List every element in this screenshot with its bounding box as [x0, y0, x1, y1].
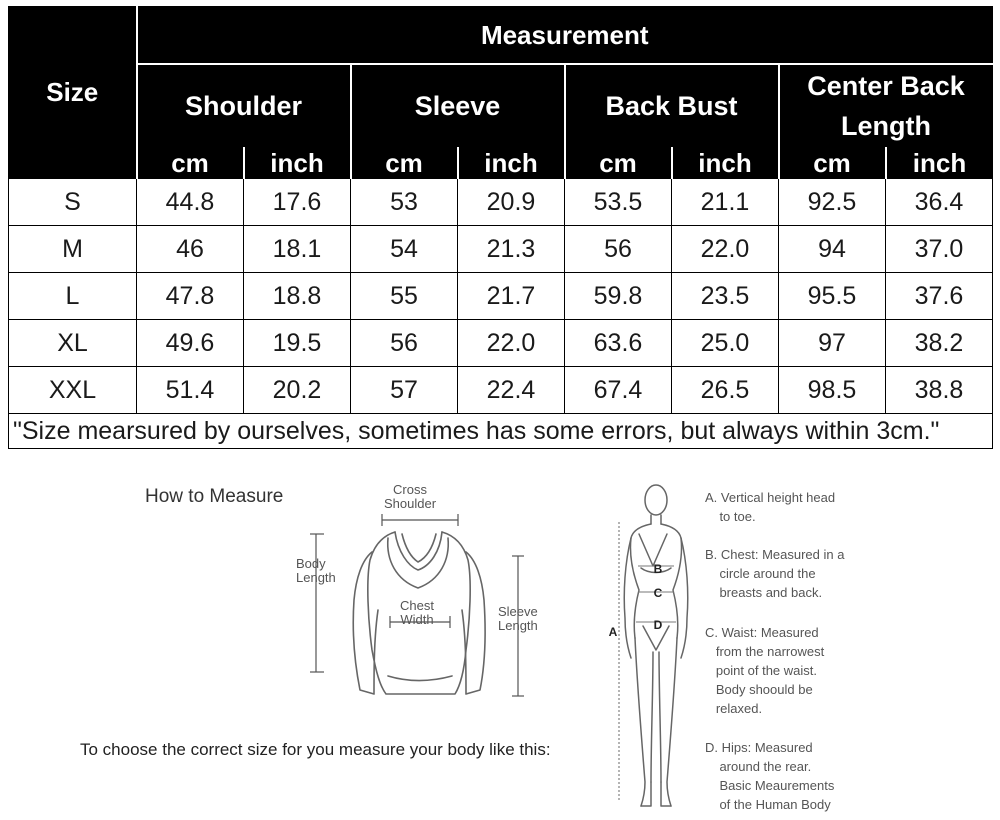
how-to-measure-title: How to Measure: [145, 486, 284, 507]
legend-a: [705, 488, 835, 526]
legend-c: [705, 623, 824, 718]
value-cell: 20.9: [458, 179, 565, 226]
value-cell: 94: [779, 226, 886, 273]
value-cell: 22.0: [458, 320, 565, 367]
value-cell: 21.7: [458, 273, 565, 320]
value-cell: 53.5: [565, 179, 672, 226]
legend-b-text: B. Chest: Measured in a circle around the breasts and back.: [705, 547, 845, 600]
legend-a-text: A. Vertical height head to toe.: [705, 490, 836, 524]
value-cell: 17.6: [244, 179, 351, 226]
value-cell: 20.2: [244, 367, 351, 414]
value-cell: 63.6: [565, 320, 672, 367]
header-unit-inch: inch: [458, 148, 565, 179]
measurement-note: "Size mearsured by ourselves, sometimes has some errors, but always within 3cm.": [9, 414, 993, 449]
size-cell: XXL: [9, 367, 137, 414]
header-shoulder: Shoulder: [137, 64, 351, 148]
value-cell: 26.5: [672, 367, 779, 414]
marker-b: B: [653, 562, 663, 576]
sleeve-length-label: Sleeve Length: [498, 604, 538, 633]
header-size: Size: [9, 7, 137, 179]
value-cell: 25.0: [672, 320, 779, 367]
value-cell: 67.4: [565, 367, 672, 414]
value-cell: 95.5: [779, 273, 886, 320]
value-cell: 22.0: [672, 226, 779, 273]
body-figure-illustration: [605, 482, 705, 812]
value-cell: 38.2: [886, 320, 993, 367]
size-cell: L: [9, 273, 137, 320]
body-length-label: Body Length: [296, 556, 336, 585]
size-cell: XL: [9, 320, 137, 367]
value-cell: 46: [137, 226, 244, 273]
header-sleeve: Sleeve: [351, 64, 565, 148]
value-cell: 23.5: [672, 273, 779, 320]
size-chart-table: [8, 6, 993, 449]
value-cell: 49.6: [137, 320, 244, 367]
size-cell: M: [9, 226, 137, 273]
choose-size-note: To choose the correct size for you measure your body like this:: [80, 740, 551, 759]
legend-c-text: C. Waist: Measured from the narrowest point of the waist. Body shoould be relaxed.: [705, 625, 825, 716]
value-cell: 92.5: [779, 179, 886, 226]
table-row: [9, 320, 993, 367]
value-cell: 53: [351, 179, 458, 226]
value-cell: 51.4: [137, 367, 244, 414]
value-cell: 38.8: [886, 367, 993, 414]
value-cell: 21.3: [458, 226, 565, 273]
header-unit-inch: inch: [886, 148, 993, 179]
header-center-back-length: Center Back Length: [779, 64, 993, 148]
value-cell: 21.1: [672, 179, 779, 226]
marker-c: C: [653, 586, 663, 600]
header-unit-inch: inch: [244, 148, 351, 179]
header-unit-inch: inch: [672, 148, 779, 179]
value-cell: 47.8: [137, 273, 244, 320]
value-cell: 56: [351, 320, 458, 367]
value-cell: 37.6: [886, 273, 993, 320]
value-cell: 54: [351, 226, 458, 273]
value-cell: 55: [351, 273, 458, 320]
value-cell: 56: [565, 226, 672, 273]
table-row: [9, 179, 993, 226]
value-cell: 59.8: [565, 273, 672, 320]
value-cell: 97: [779, 320, 886, 367]
value-cell: 22.4: [458, 367, 565, 414]
value-cell: 44.8: [137, 179, 244, 226]
table-row: [9, 226, 993, 273]
value-cell: 18.8: [244, 273, 351, 320]
cross-shoulder-label: Cross Shoulder: [384, 482, 437, 511]
header-unit-cm: cm: [351, 148, 458, 179]
value-cell: 57: [351, 367, 458, 414]
value-cell: 18.1: [244, 226, 351, 273]
value-cell: 98.5: [779, 367, 886, 414]
header-unit-cm: cm: [565, 148, 672, 179]
chest-width-label: Chest Width: [400, 598, 434, 627]
header-back-bust: Back Bust: [565, 64, 779, 148]
size-cell: S: [9, 179, 137, 226]
marker-a: A: [608, 625, 618, 639]
value-cell: 36.4: [886, 179, 993, 226]
value-cell: 19.5: [244, 320, 351, 367]
marker-d: D: [653, 618, 663, 632]
header-unit-cm: cm: [137, 148, 244, 179]
table-row: [9, 367, 993, 414]
header-measurement: Measurement: [137, 7, 993, 65]
legend-b: [705, 545, 844, 602]
table-row: [9, 273, 993, 320]
header-unit-cm: cm: [779, 148, 886, 179]
legend-d: [705, 738, 834, 814]
legend-d-text: D. Hips: Measured around the rear. Basic Meaurements of the Human Body: [705, 740, 835, 812]
value-cell: 37.0: [886, 226, 993, 273]
